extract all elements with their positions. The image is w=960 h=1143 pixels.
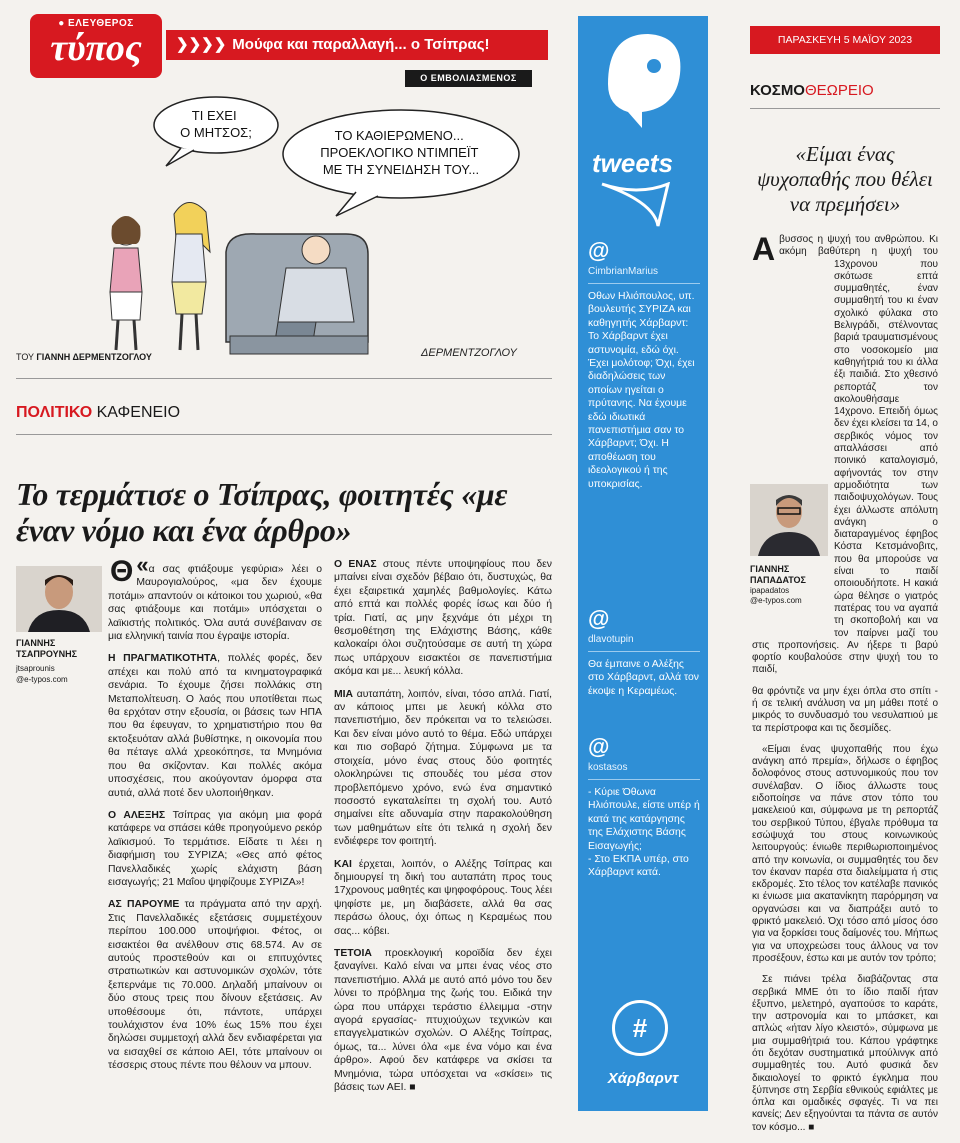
author-name: ΓΙΑΝΝΗΣ ΤΣΑΠΡΟΥΝΗΣ: [16, 638, 78, 659]
at-icon: @: [588, 734, 610, 759]
kosmo-label-a: ΚΟΣΜΟ: [750, 82, 805, 99]
author-photo: [750, 484, 828, 556]
article-column-2: [334, 558, 552, 1103]
author-name: ΓΙΑΝΝΗΣ ΠΑΠΑΔΑΤΟΣ: [750, 564, 806, 586]
bubble-2-text: [320, 128, 482, 177]
section-label: [16, 404, 180, 422]
credit-name: ΓΙΑΝΝΗ ΔΕΡΜΕΝΤΖΟΓΛΟΥ: [36, 352, 152, 362]
article-paragraph: [108, 552, 322, 643]
drop-cap: Θ: [110, 555, 134, 588]
paragraph-lead: ΤΕΤΟΙΑ: [334, 947, 372, 959]
paragraph-text: έρχεται, λοιπόν, ο Αλέξης Τσίπρας και δημιουργεί τη δική του αυταπάτη προς τους 17χρονους μαθητές και ψηφοφόρους. Τους λέει ψηφίστε με, μη διαβάσετε, αλλά θα σας περάσω όλους, όχι όπως η Κεραμέως που σας... κόβει.: [334, 858, 552, 937]
paragraph-lead: ΑΣ ΠΑΡΟΥΜΕ: [108, 899, 180, 911]
article-paragraph: «Είμαι ένας ψυχοπαθής που έχω ανάγκη από πρεμία», δήλωσε ο έφηβος δολοφόνος στους αστυνομικούς που τον συνέλαβαν. Ο ίδιος άλλωστε τους ειδοποίησε να πάνε στον τόπο του μακελειού και, σύμφωνα με τη ρεπορτάζ του σερβικού Τύπου, έβγαλε πρόθυμα τα εσώψυχά του στους κοινωνικούς λειτουργούς: ένιωθε περιθωριοποιημένος από την κοινωνία, οι συμμαθητές του δεν τον έκαναν παρέα στα διαλείμματα ή στις εκδρομές. Στο τέλος τον κατέλαβε πανικός κι ένιωσε μια ακατανίκητη παρόρμηση να οργανώσει και να διαπράξει αυτό το φρικτό μακελειό. Όχι τόσο από μίσος όσο για να ξορκίσει τους δαίμονές του. Μήπως για να υποχρεώσει τους άλλους να τον προσέξουν, έστω και με αυτόν τον τρόπο;: [752, 743, 938, 964]
article-paragraph: θα φρόντιζε να μην έχει όπλα στο σπίτι - ή σε τελική ανάλυση να μη μάθει ποτέ ο μικρός το συνδυασμό του νεσυλαπιού με τα περίστροφα και τις δεσμίδες.: [752, 685, 938, 734]
article-paragraph: [334, 558, 552, 679]
tweet-handle: dlavotupin: [588, 634, 634, 645]
article-paragraph: [334, 688, 552, 849]
man-in-armchair: [226, 234, 368, 354]
paragraph-text: στους πέντε υποψηφίους που δεν μπαίνει είναι σχεδόν βέβαιο ότι, δυστυχώς, θα έχει εξαιρετικά χαμηλές βαθμολογίες. Κάτω από επτά και πολλές φορές ίσως και δύο ή τρία. Γιατί, ας μην ξεχνάμε ότι μέχρι τη θεσμοθέτηση της Ελάχιστης Βάσης, κάθε καλοκαίρι όλοι συζητούσαμε σε αυτή τη χώρα πως υπάρχουν εισακτέοι σε πανεπιστήμια ακόμα και με... λευκή κόλλα.: [334, 559, 552, 678]
hashtag-label: Χάρβαρντ: [607, 1070, 679, 1087]
article-paragraph: [334, 858, 552, 938]
paragraph-text: αυταπάτη, λοιπόν, είναι, τόσο απλά. Γιατί, αν κάποιος μπει με λευκή κόλλα στο πανεπιστήμιο, δεν πρόκειται να το τελειώσει. Και δεν είναι μόνο αυτό το θέμα. Εδώ υπάρχει και πιο σοβαρό ζήτημα. Σύμφωνα με τα στοιχεία, μόνο ένας στους δύο φοιτητές ολοκληρώνει τις σπουδές του μέσα στον προβλεπόμενο χρόνο, ενώ ένα σημαντικό ποσοστό εγκαταλείπει τη σχολή του. Αυτό σημαίνει είτε αδυναμία στην παρακολούθηση των μαθημάτων είτε ότι τελικά η σχολή δεν ενδιέφερε τον φοιτητή.: [334, 688, 552, 848]
bubble-2-line-3: ΜΕ ΤΗ ΣΥΝΕΙΔΗΣΗ ΤΟΥ...: [322, 162, 480, 177]
article-paragraph: [108, 809, 322, 889]
credit-prefix: ΤΟΥ: [16, 352, 37, 362]
paragraph-lead: Ο ΑΛΕΞΗΣ: [108, 809, 166, 821]
tweet: [588, 240, 700, 491]
bubble-2-line-1: ΤΟ ΚΑΘΙΕΡΩΜΕΝΟ...: [334, 128, 464, 143]
logo-small-text: ● ΕΛΕΥΘΕΡΟΣ: [58, 18, 134, 29]
article-paragraph: Σε πιάνει τρέλα διαβάζοντας στα σερβικά ΜΜΕ ότι το ίδιο παιδί ήταν έξυπνο, μελετηρό, αγαπούσε το καράτε, την αστρονομία και το μπάσκετ, και απλώς «ήταν λίγο κλειστό», σύμφωνα με μια συμμαθήτριά του. Κάπου γράφτηκε ότι δεχόταν συστηματικά μπούλινγκ από συμμαθητές του. Αυτό φυσικά δεν δικαιολογεί το φρικτό έγκλημα που ξύπνησε στη Σερβία εθνικούς εφιάλτες με όπλα και ομαδικές σφαγές. Τι να πει κανείς; Δεν εξηγούνται τα πάντα σε αυτόν τον κόσμο... ■: [752, 974, 938, 1133]
tweet-text: Θα έμπαινε ο Αλέξης στο Χάρβαρντ, αλλά τον έκοψε η Κεραμέως.: [588, 659, 699, 697]
paragraph-text: α σας φτιάξουμε γεφύρια» λέει ο Μαυρογιαλούρος, «μα δεν έχουμε ποτάμι» απαντούν οι κάτοικοι του χωριού, «θα σας φτιάξουμε και ποτάμι» υπόσχεται ο λαϊκιστής πολιτικός. Όλα αυτά συνέβαιναν σε μια ελληνική ταινία που έγραψε ιστορία.: [108, 564, 322, 643]
tweet-text: Οθων Ηλιόπουλος, υπ. βουλευτής ΣΥΡΙΖΑ και καθηγητής Χάρβαρντ: Το Χάρβαρντ έχει αστυνομία, εδώ όχι. Έχει μολότοφ; Όχι, έχει διαδηλώσεις των οποίων ηγείται ο πρύτανης. Να έχουμε εδώ ιδιωτικά πανεπιστήμια σαν το Χάρβαρντ; Όχι. Η αποθέωση του ιδεολογικού ή της υποκρισίας.: [588, 291, 695, 490]
logo-big-text: τύπος: [50, 27, 142, 69]
paragraph-text: , πολλές φορές, δεν απέχει και πολύ από τα κινηματογραφικά σενάρια. Το έχουμε ζήσει πολλάκις στη Μεταπολίτευση. Ο λαός που υποτίθεται πως θα ερχόταν στην εξουσία, οι βάσεις των ΗΠΑ που θα έφευγαν, το χρηματιστήριο που θα εκτοξευόταν αλλά βυθίστηκε, η οικονομία που θα πέταγε αλλά χρεοκόπησε, τα Μνημόνια που θα σκίζονταν. Και πολλές ακόμα υποσχέσεις, που ακούγονταν όμορφα στα αυτιά, αλλά ποτέ δεν υλοποιήθηκαν.: [108, 653, 322, 799]
article-paragraph: [108, 898, 322, 1072]
section-label-a: ΠΟΛΙΤΙΚΟ: [16, 404, 93, 421]
tweet-divider: [588, 779, 700, 780]
bubble-1-line-1: ΤΙ ΕΧΕΙ: [191, 108, 237, 123]
right-article-body: [750, 231, 938, 1143]
tweets-column: [578, 16, 708, 1111]
paragraph-lead: ΜΙΑ: [334, 688, 354, 700]
article-paragraph: [108, 652, 322, 799]
tweet-handle: CimbrianMarius: [588, 266, 659, 277]
tweet-divider: [588, 283, 700, 284]
promo-text: Μούφα και παραλλαγή... ο Τσίπρας!: [232, 36, 490, 53]
tweets-title: tweets: [592, 148, 673, 178]
column-label: Ο ΕΜΒΟΛΙΑΣΜΕΝΟΣ: [405, 70, 532, 87]
political-cartoon: [16, 92, 552, 360]
speech-tail-icon: [598, 182, 688, 232]
bubble-1-line-2: Ο ΜΗΤΣΟΣ;: [180, 125, 252, 140]
date-bar: ΠΑΡΑΣΚΕΥΗ 5 ΜΑΪΟΥ 2023: [750, 26, 940, 54]
paragraph-text: προεκλογική κοροϊδία δεν έχει ξαναγίνει. Καλό είναι να μπει ένας νέος στο πανεπιστήμιο. Αλλά με αυτό από μόνο του δεν λύνει το πρόβλημα της ζωής του. Ειδικά την ώρα που υπάρχει τεράστιο έλλειμμα -στην αγορά εργασίας- πτυχιούχων τεχνικών και επαγγελματικών σχολών. Ο Αλέξης Τσίπρας, όμως, τα... λύνει όλα «με ένα νόμο και ένα άρθρο». Αφού δεν κατάφερε να σκίσει τα Μνημόνια, τώρα υπόσχεται να «σκίσει» τις βάσεις των ΑΕΙ. ■: [334, 947, 552, 1094]
article-paragraph: [334, 947, 552, 1094]
kosmo-label-b: ΘΕΩΡΕΙΟ: [804, 82, 874, 99]
paragraph-lead: Ο ΕΝΑΣ: [334, 559, 377, 570]
paragraph-text: τα πράγματα από την αρχή. Στις Πανελλαδικές εξετάσεις συμμετέχουν περίπου 100.000 υποψήφιοι. Φέτος, οι εισακτέοι θα ανέλθουν στις 68.574. Αν σε αυτούς προστεθούν και οι επιτυχόντες στρατιωτικών και αστυνομικών σχολών, τότε ξεπερνάμε τις 70.000. Δηλαδή μπαίνουν οι δύο στους τρεις που δίνουν εξετάσεις. Αν υποθέσουμε ότι, πάντοτε, υπάρχει τουλάχιστον ένα 10% έως 15% που έχει δηλώσει συμμετοχή αλλά δεν ενδιαφέρεται για να εισαχθεί σε κάποιο ΑΕΙ, τότε μπαίνουν οι τέσσερις στους πέντε που θέλουν να μπουν.: [108, 899, 322, 1072]
divider: [16, 378, 552, 379]
tweet-text: - Κύριε Όθωνα Ηλιόπουλε, είστε υπέρ ή κατά της κατάργησης της Ελάχιστης Βάσης Εισαγωγής; - Στο ΕΚΠΑ υπέρ, στο Χάρβαρντ κατά.: [588, 787, 700, 879]
at-icon: @: [588, 238, 610, 263]
right-article-headline: «Είμαι ένας ψυχοπαθής που θέλει να πρεμήσει»: [757, 142, 933, 216]
author-handle: jtsaprounis: [16, 664, 55, 673]
author-photo: [16, 566, 102, 632]
tweet: [588, 608, 700, 698]
section-label-b: ΚΑΦΕΝΕΙΟ: [92, 404, 181, 421]
divider: [16, 434, 552, 435]
author-float: [750, 484, 830, 630]
tweets-bird-icon: [598, 24, 688, 154]
cartoonist-signature: ΔΕΡΜΕΝΤΖΟΓΛΟΥ: [421, 347, 517, 359]
article-column-1: [108, 552, 322, 1082]
hashtag-icon: #: [612, 1000, 668, 1056]
quote-mark: «: [136, 552, 149, 577]
at-icon: @: [588, 606, 610, 631]
article-headline: Το τερμάτισε ο Τσίπρας, φοιτητές «με έναν νόμο και ένα άρθρο»: [16, 476, 508, 548]
paragraph-lead: Η ΠΡΑΓΜΑΤΙΚΟΤΗΤΑ: [108, 653, 218, 665]
tweet-divider: [588, 651, 700, 652]
paragraph-text: Τσίπρας για ακόμη μια φορά κατάφερε να σπάσει κάθε προηγούμενο ρεκόρ λαϊκισμού. Το τερμάτισε. Είδατε τι λέει η διαφήμιση του ΣΥΡΙΖΑ; «Θες από φέτος Πανελλαδικές χωρίς ελάχιστη βάση εισαγωγής; 21 Μαΐου ψηφίζουμε ΣΥΡΙΖΑ»!: [108, 809, 322, 888]
drop-cap: Α: [752, 231, 776, 267]
bubble-2-line-2: ΠΡΟΕΚΛΟΓΙΚΟ ΝΤΙΜΠΕΪΤ: [320, 145, 479, 160]
divider: [750, 108, 940, 109]
chevron-right-icon: ❯❯❯❯: [176, 36, 227, 53]
section-label-kosmotheoreio: [750, 82, 874, 99]
paragraph-lead: ΚΑΙ: [334, 858, 352, 870]
tweet: [588, 736, 700, 880]
article-paragraph: βυσσος η ψυχή του ανθρώπου. Κι ακόμη βαθύτερη η ψυχή του 13χρονου που σκότωσε επτά συμμαθητές, έναν συμμαθητή του κι έναν σχολικό φύλακα στο Βελιγράδι, στέλνοντας βαριά τραυματισμένους στο νοσοκομείο μια καθηγήτριά του κι άλλα έξι παιδιά. Στο χθεσινό ρεπορτάζ τον ακολουθήσαμε 14χρονο. Επειδή όμως δεν έχει κλείσει τα 14, ο σερβικός νόμος τον απαλλάσσει από ποινικό καταλογισμό, αφήνοντάς τον στην αρμοδιότητα των παιδοψυχολόγων. Τους έχει άλλωστε απόλυτη ανάγκη ο διαταραγμένος έφηβος Κόστα Κετσμάνοβιτς, που θα μπορούσε να είναι το παιδί οποιουδήποτε. Η κακιά ώρα θέλησε ο γιατρός πατέρας του να αγαπά τη σκοποβολή και να τον παίρνει μαζί του στις προπονήσεις. Αν ήξερε τι βαρύ φορτίο κουβαλούσε στην ψυχή του το παιδί,: [752, 234, 938, 676]
author-email: @e-typos.com: [750, 596, 802, 606]
author-email: @e-typos.com: [16, 675, 68, 684]
promo-banner: [166, 30, 548, 60]
tweet-handle: kostasos: [588, 762, 628, 773]
cartoon-credit: [16, 352, 152, 362]
author-handle: ipapadatos: [750, 586, 790, 596]
newspaper-logo: [30, 14, 162, 78]
